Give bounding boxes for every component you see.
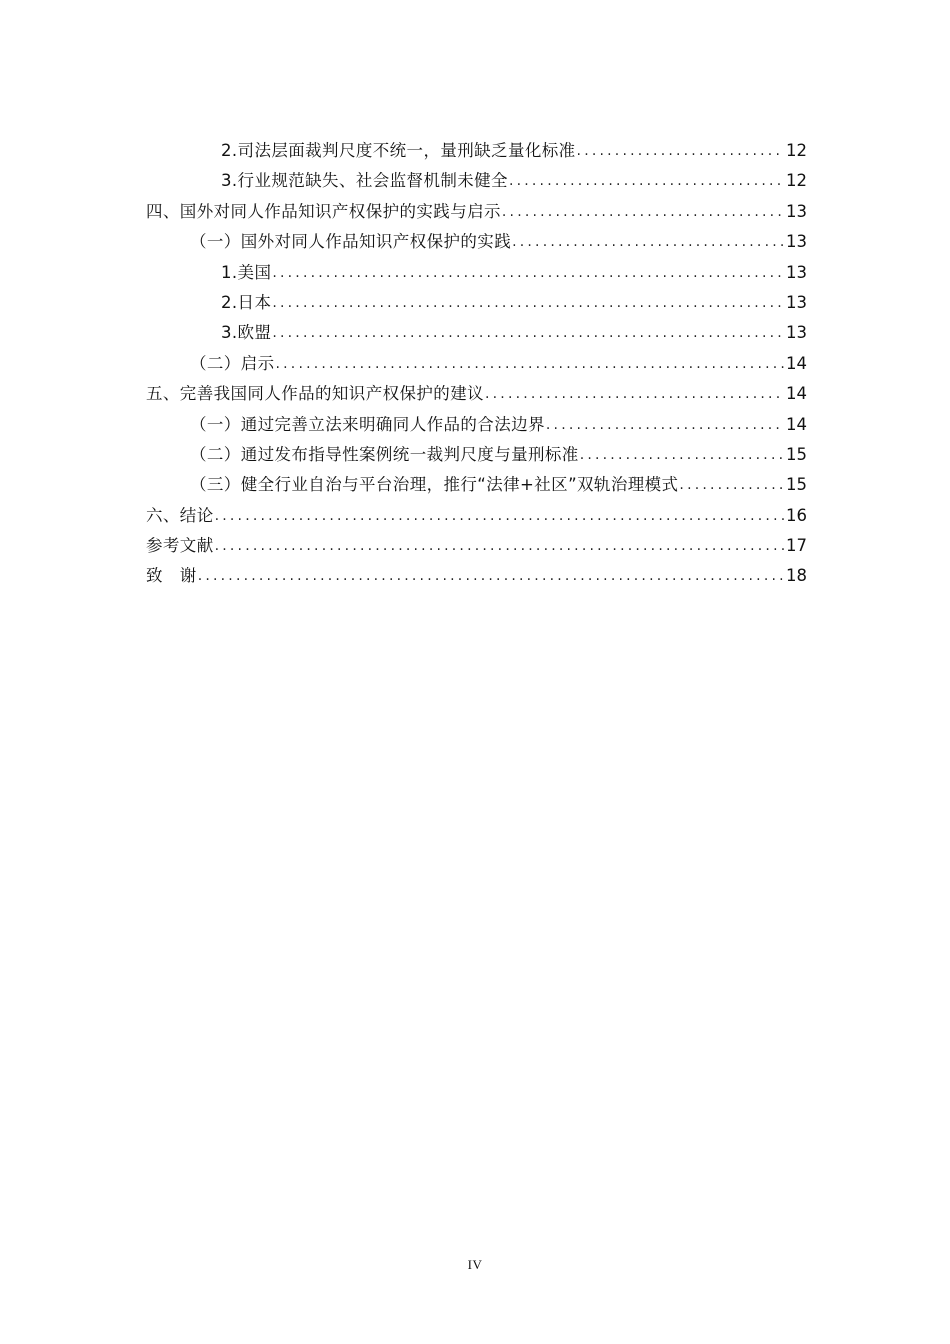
toc-entry-page: 13: [786, 201, 807, 221]
toc-entry-page: 15: [786, 444, 807, 464]
toc-dot-leader: [546, 410, 784, 440]
toc-entry-page: 13: [786, 262, 807, 282]
toc-entry[interactable]: [146, 258, 807, 288]
toc-dot-leader: [580, 440, 784, 470]
toc-entry-title: 六、结论: [146, 505, 214, 525]
toc-entry-title: 2.司法层面裁判尺度不统一，量刑缺乏量化标准: [221, 140, 576, 160]
toc-entry[interactable]: [146, 227, 807, 257]
toc-entry-page: 18: [786, 566, 807, 586]
toc-dot-leader: [512, 227, 784, 257]
toc-dot-leader: [272, 288, 784, 318]
toc-entry-title: （一）通过完善立法来明确同人作品的合法边界: [190, 414, 545, 434]
toc-entry-title: （三）健全行业自治与平台治理，推行“法律+社区”双轨治理模式: [190, 475, 679, 495]
toc-entry-title: 参考文献: [146, 536, 214, 556]
toc-dot-leader: [577, 136, 784, 166]
toc-entry[interactable]: [146, 379, 807, 409]
toc-entry[interactable]: [146, 318, 807, 348]
toc-dot-leader: [276, 349, 785, 379]
toc-entry-page: 15: [786, 475, 807, 495]
toc-entry-title: （二）启示: [190, 353, 275, 373]
toc-entry[interactable]: [146, 561, 807, 591]
toc-dot-leader: [215, 501, 784, 531]
toc-entry-page: 17: [786, 536, 807, 556]
toc-entry-page: 12: [786, 140, 807, 160]
toc-entry[interactable]: [146, 349, 807, 379]
toc-entry-title: 1.美国: [221, 262, 272, 282]
toc-entry-title: 2.日本: [221, 292, 272, 312]
toc-entry-page: 13: [786, 292, 807, 312]
toc-entry[interactable]: [146, 470, 807, 500]
toc-dot-leader: [198, 561, 784, 591]
toc-entry[interactable]: [146, 166, 807, 196]
toc-entry-page: 13: [786, 232, 807, 252]
toc-entry[interactable]: [146, 197, 807, 227]
toc-dot-leader: [272, 258, 784, 288]
toc-entry-title: 3.欧盟: [221, 323, 272, 343]
toc-dot-leader: [509, 166, 784, 196]
toc-entry[interactable]: [146, 531, 807, 561]
toc-dot-leader: [679, 470, 784, 500]
toc-entry[interactable]: [146, 136, 807, 166]
toc-entry-title: （二）通过发布指导性案例统一裁判尺度与量刑标准: [190, 444, 579, 464]
table-of-contents: [146, 136, 807, 592]
toc-entry[interactable]: [146, 410, 807, 440]
toc-dot-leader: [485, 379, 784, 409]
toc-dot-leader: [215, 531, 784, 561]
toc-entry-title: 3.行业规范缺失、社会监督机制未健全: [221, 171, 508, 191]
toc-entry[interactable]: [146, 501, 807, 531]
toc-entry-page: 12: [786, 171, 807, 191]
toc-dot-leader: [502, 197, 784, 227]
page-number: IV: [467, 1257, 483, 1272]
toc-entry[interactable]: [146, 440, 807, 470]
toc-dot-leader: [272, 318, 784, 348]
toc-entry[interactable]: [146, 288, 807, 318]
toc-entry-title: 致 谢: [146, 566, 197, 586]
toc-entry-page: 14: [786, 384, 807, 404]
toc-entry-page: 16: [786, 505, 807, 525]
toc-entry-title: 四、国外对同人作品知识产权保护的实践与启示: [146, 201, 501, 221]
toc-entry-page: 13: [786, 323, 807, 343]
toc-entry-title: 五、完善我国同人作品的知识产权保护的建议: [146, 384, 484, 404]
toc-entry-page: 14: [786, 353, 807, 373]
toc-entry-title: （一）国外对同人作品知识产权保护的实践: [190, 232, 512, 252]
toc-entry-page: 14: [786, 414, 807, 434]
